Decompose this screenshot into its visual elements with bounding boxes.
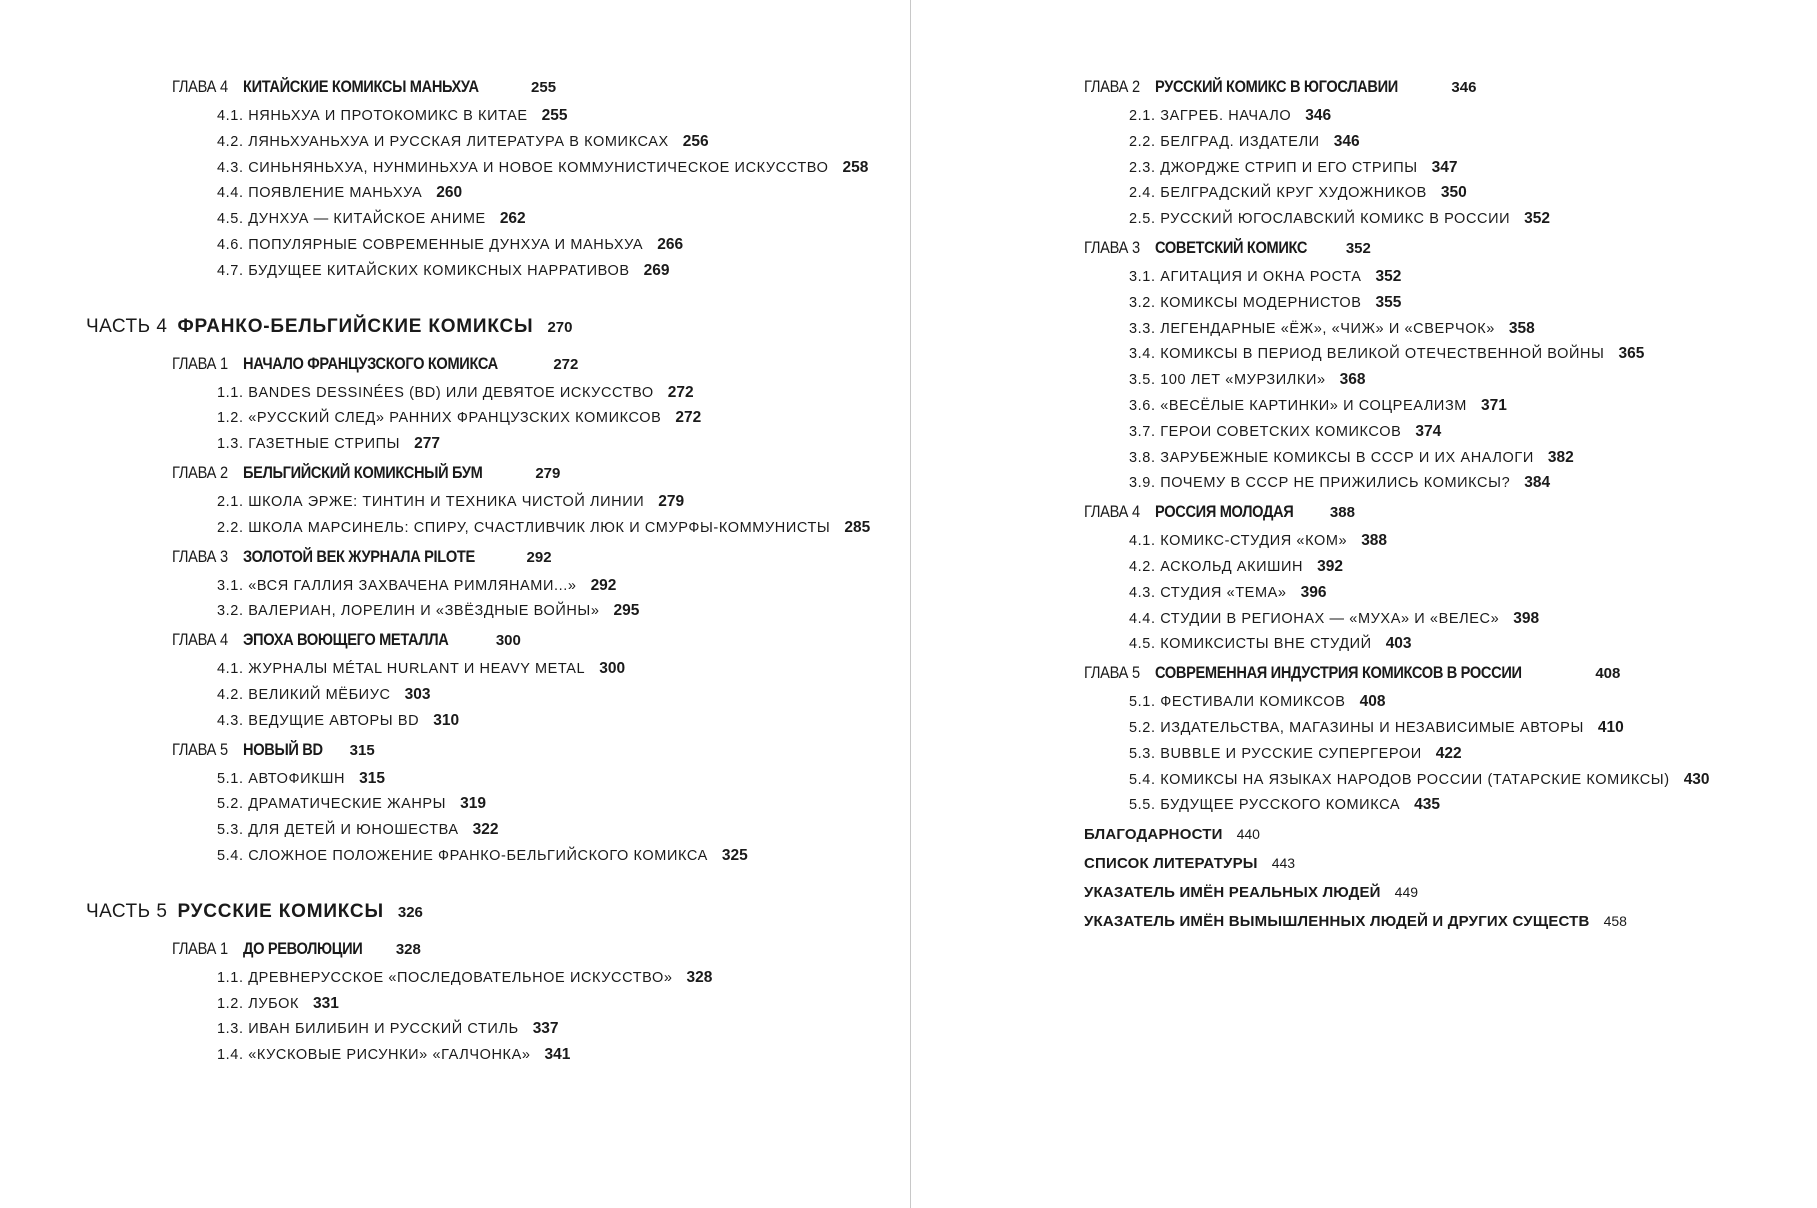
- chapter-page-number: 408: [1595, 665, 1621, 683]
- part-heading: [86, 884, 906, 938]
- entry-page-number: 374: [1415, 422, 1442, 440]
- part-title: РУССКИЕ КОМИКСЫ: [177, 900, 384, 922]
- entry-title: 3.6. «ВЕСЁЛЫЕ КАРТИНКИ» И СОЦРЕАЛИЗМ: [1129, 397, 1467, 414]
- entry-title: 4.2. ЛЯНЬХУАНЬХУА И РУССКАЯ ЛИТЕРАТУРА В КОМИКСАХ: [217, 133, 669, 150]
- entry-page-number: 346: [1333, 132, 1360, 150]
- entry-page-number: 328: [686, 968, 713, 986]
- entry-title: УКАЗАТЕЛЬ ИМЁН РЕАЛЬНЫХ ЛЮДЕЙ: [1084, 884, 1381, 902]
- entry-page-number: 341: [544, 1046, 571, 1064]
- part-title: ФРАНКО-БЕЛЬГИЙСКИЕ КОМИКСЫ: [177, 315, 534, 337]
- toc-entry: [1084, 424, 1804, 450]
- entry-page-number: 458: [1603, 913, 1627, 930]
- entry-page-number: 285: [844, 518, 871, 536]
- part-page-number: 270: [547, 318, 573, 336]
- entry-page-number: 272: [667, 383, 694, 401]
- chapter-title: СОВРЕМЕННАЯ ИНДУСТРИЯ КОМИКСОВ В РОССИИ: [1154, 663, 1522, 683]
- toc-entry: [1084, 450, 1804, 476]
- part-heading: [86, 299, 906, 353]
- entry-page-number: 435: [1414, 796, 1440, 814]
- entry-page-number: 266: [657, 235, 684, 253]
- chapter-page-number: 292: [526, 548, 552, 566]
- entry-page-number: 272: [675, 409, 702, 427]
- chapter-heading: [86, 355, 906, 385]
- chapter-title: НАЧАЛО ФРАНЦУЗСКОГО КОМИКСА: [242, 353, 498, 373]
- entry-page-number: 325: [721, 846, 748, 864]
- chapter-title: БЕЛЬГИЙСКИЙ КОМИКСНЫЙ БУМ: [242, 462, 483, 482]
- chapter-heading: [86, 464, 906, 494]
- entry-title: 3.4. КОМИКСЫ В ПЕРИОД ВЕЛИКОЙ ОТЕЧЕСТВЕННОЙ ВОЙНЫ: [1129, 346, 1605, 363]
- entry-title: 4.1. КОМИКС-СТУДИЯ «КОМ»: [1129, 533, 1348, 550]
- entry-title: 4.7. БУДУЩЕЕ КИТАЙСКИХ КОМИКСНЫХ НАРРАТИВОВ: [217, 262, 630, 279]
- book-gutter: [910, 0, 911, 1208]
- chapter-heading: [1084, 664, 1804, 694]
- toc-entry: [86, 713, 906, 739]
- chapter-page-number: 352: [1345, 239, 1371, 257]
- part-label: ЧАСТЬ 4: [86, 315, 168, 337]
- part-label: ЧАСТЬ 5: [86, 900, 168, 922]
- chapter-title: ЭПОХА ВОЮЩЕГО МЕТАЛЛА: [242, 630, 449, 650]
- back-matter-entry: [1084, 856, 1804, 885]
- entry-title: УКАЗАТЕЛЬ ИМЁН ВЫМЫШЛЕННЫХ ЛЮДЕЙ И ДРУГИХ СУЩЕСТВ: [1084, 913, 1590, 931]
- entry-title: 3.9. ПОЧЕМУ В СССР НЕ ПРИЖИЛИСЬ КОМИКСЫ?: [1129, 475, 1511, 492]
- entry-title: 4.2. ВЕЛИКИЙ МЁБИУС: [217, 686, 391, 703]
- entry-page-number: 396: [1300, 583, 1327, 601]
- entry-title: 5.2. ИЗДАТЕЛЬСТВА, МАГАЗИНЫ И НЕЗАВИСИМЫЕ АВТОРЫ: [1129, 719, 1584, 736]
- right-page: [912, 0, 1817, 1208]
- chapter-heading: [1084, 503, 1804, 533]
- entry-title: 1.1. BANDES DESSINÉES (BD) ИЛИ ДЕВЯТОЕ ИСКУССТВО: [217, 384, 654, 401]
- entry-title: 1.3. ГАЗЕТНЫЕ СТРИПЫ: [217, 436, 401, 453]
- chapter-title: РУССКИЙ КОМИКС В ЮГОСЛАВИИ: [1154, 77, 1398, 96]
- chapter-page-number: 300: [495, 632, 521, 650]
- entry-title: 3.3. ЛЕГЕНДАРНЫЕ «ЁЖ», «ЧИЖ» И «СВЕРЧОК»: [1129, 320, 1495, 337]
- toc-entry: [86, 1047, 906, 1073]
- entry-page-number: 303: [404, 685, 431, 703]
- toc-entry: [86, 771, 906, 797]
- entry-title: 1.1. ДРЕВНЕРУССКОЕ «ПОСЛЕДОВАТЕЛЬНОЕ ИСКУССТВО»: [217, 969, 673, 986]
- toc-right-column: [1084, 78, 1804, 943]
- toc-entry: [1084, 720, 1804, 746]
- chapter-heading: [86, 940, 906, 970]
- entry-title: 2.1. ЗАГРЕБ. НАЧАЛО: [1129, 108, 1292, 124]
- toc-entry: [1084, 797, 1804, 823]
- toc-entry: [86, 520, 906, 546]
- chapter-label: ГЛАВА 4: [172, 77, 228, 96]
- entry-page-number: 430: [1683, 770, 1710, 788]
- toc-entry: [86, 603, 906, 629]
- chapter-heading: [86, 741, 906, 771]
- entry-page-number: 368: [1339, 371, 1366, 389]
- entry-title: 2.1. ШКОЛА ЭРЖЕ: ТИНТИН И ТЕХНИКА ЧИСТОЙ ЛИНИИ: [217, 493, 645, 510]
- toc-entry: [1084, 160, 1804, 186]
- toc-entry: [1084, 694, 1804, 720]
- entry-title: 4.5. ДУНХУА — КИТАЙСКОЕ АНИМЕ: [217, 211, 486, 228]
- entry-title: 3.2. КОМИКСЫ МОДЕРНИСТОВ: [1129, 294, 1362, 311]
- entry-title: 1.2. «РУССКИЙ СЛЕД» РАННИХ ФРАНЦУЗСКИХ КОМИКСОВ: [217, 410, 662, 427]
- toc-entry: [86, 661, 906, 687]
- entry-title: 1.3. ИВАН БИЛИБИН И РУССКИЙ СТИЛЬ: [217, 1021, 519, 1038]
- entry-page-number: 310: [433, 711, 460, 729]
- toc-entry: [1084, 211, 1804, 237]
- entry-page-number: 269: [643, 261, 670, 279]
- chapter-label: ГЛАВА 2: [172, 462, 228, 482]
- toc-entry: [86, 108, 906, 134]
- chapter-label: ГЛАВА 1: [172, 353, 228, 373]
- entry-title: 5.1. АВТОФИКШН: [217, 770, 346, 787]
- entry-page-number: 315: [359, 769, 385, 787]
- entry-title: СПИСОК ЛИТЕРАТУРЫ: [1084, 855, 1258, 873]
- chapter-page-number: 315: [349, 741, 375, 759]
- entry-page-number: 346: [1305, 107, 1332, 124]
- entry-title: 3.1. «ВСЯ ГАЛЛИЯ ЗАХВАЧЕНА РИМЛЯНАМИ...»: [217, 577, 577, 594]
- toc-entry: [1084, 295, 1804, 321]
- entry-title: 1.2. ЛУБОК: [217, 995, 300, 1012]
- entry-page-number: 292: [590, 576, 617, 594]
- entry-page-number: 258: [842, 158, 869, 176]
- chapter-label: ГЛАВА 3: [172, 546, 228, 566]
- part-page-number: 326: [397, 903, 423, 921]
- chapter-page-number: 388: [1329, 504, 1355, 522]
- entry-page-number: 331: [313, 994, 339, 1012]
- entry-page-number: 279: [658, 492, 685, 510]
- chapter-title: КИТАЙСКИЕ КОМИКСЫ МАНЬХУА: [242, 77, 479, 96]
- entry-page-number: 256: [682, 132, 709, 150]
- entry-title: 4.1. ЖУРНАЛЫ MÉTAL HURLANT И HEAVY METAL: [217, 661, 586, 678]
- chapter-heading: [1084, 78, 1804, 108]
- entry-page-number: 398: [1513, 609, 1540, 627]
- entry-page-number: 388: [1361, 532, 1388, 550]
- entry-page-number: 408: [1359, 693, 1386, 711]
- entry-page-number: 382: [1547, 448, 1574, 466]
- entry-page-number: 350: [1440, 184, 1467, 202]
- entry-page-number: 384: [1524, 474, 1551, 492]
- chapter-heading: [86, 548, 906, 578]
- chapter-label: ГЛАВА 2: [1084, 77, 1140, 96]
- chapter-label: ГЛАВА 1: [172, 938, 228, 958]
- entry-title: 4.3. СТУДИЯ «ТЕМА»: [1129, 584, 1287, 601]
- toc-entry: [1084, 746, 1804, 772]
- toc-left-column: [86, 78, 906, 1073]
- toc-entry: [86, 822, 906, 848]
- toc-entry: [86, 796, 906, 822]
- entry-page-number: 255: [541, 107, 568, 124]
- toc-entry: [86, 134, 906, 160]
- entry-page-number: 260: [436, 184, 463, 202]
- toc-entry: [1084, 108, 1804, 134]
- entry-page-number: 300: [599, 660, 626, 678]
- toc-entry: [1084, 185, 1804, 211]
- entry-title: 4.1. НЯНЬХУА И ПРОТОКОМИКС В КИТАЕ: [217, 108, 528, 124]
- back-matter-entry: [1084, 914, 1804, 943]
- back-matter-entry: [1084, 827, 1804, 856]
- chapter-label: ГЛАВА 5: [172, 739, 228, 759]
- entry-page-number: 410: [1597, 718, 1624, 736]
- entry-title: 2.2. БЕЛГРАД. ИЗДАТЕЛИ: [1129, 133, 1320, 150]
- toc-entry: [86, 687, 906, 713]
- chapter-page-number: 279: [535, 464, 561, 482]
- entry-title: 4.4. ПОЯВЛЕНИЕ МАНЬХУА: [217, 185, 423, 202]
- entry-title: 4.2. АСКОЛЬД АКИШИН: [1129, 558, 1304, 575]
- chapter-title: НОВЫЙ BD: [242, 739, 323, 759]
- chapter-page-number: 346: [1451, 79, 1477, 96]
- toc-entry: [1084, 321, 1804, 347]
- entry-page-number: 355: [1375, 293, 1402, 311]
- entry-title: 5.2. ДРАМАТИЧЕСКИЕ ЖАНРЫ: [217, 796, 447, 813]
- entry-title: 4.5. КОМИКСИСТЫ ВНЕ СТУДИЙ: [1129, 636, 1372, 653]
- entry-title: 4.6. ПОПУЛЯРНЫЕ СОВРЕМЕННЫЕ ДУНХУА И МАНЬХУА: [217, 236, 644, 253]
- entry-title: 5.4. КОМИКСЫ НА ЯЗЫКАХ НАРОДОВ РОССИИ (ТАТАРСКИЕ КОМИКСЫ): [1129, 771, 1670, 788]
- entry-page-number: 337: [532, 1020, 559, 1038]
- entry-page-number: 449: [1394, 884, 1419, 901]
- entry-page-number: 365: [1618, 345, 1645, 363]
- entry-page-number: 371: [1481, 396, 1507, 414]
- chapter-label: ГЛАВА 4: [1084, 502, 1140, 522]
- toc-entry: [86, 970, 906, 996]
- entry-title: 3.8. ЗАРУБЕЖНЫЕ КОМИКСЫ В СССР И ИХ АНАЛОГИ: [1129, 449, 1534, 466]
- entry-title: 3.7. ГЕРОИ СОВЕТСКИХ КОМИКСОВ: [1129, 423, 1402, 440]
- entry-title: 2.4. БЕЛГРАДСКИЙ КРУГ ХУДОЖНИКОВ: [1129, 185, 1427, 202]
- entry-page-number: 403: [1385, 635, 1412, 653]
- toc-entry: [86, 185, 906, 211]
- entry-title: 5.5. БУДУЩЕЕ РУССКОГО КОМИКСА: [1129, 797, 1401, 814]
- entry-title: 2.5. РУССКИЙ ЮГОСЛАВСКИЙ КОМИКС В РОССИИ: [1129, 211, 1511, 228]
- entry-title: 5.4. СЛОЖНОЕ ПОЛОЖЕНИЕ ФРАНКО-БЕЛЬГИЙСКОГО КОМИКСА: [217, 847, 708, 864]
- entry-page-number: 277: [414, 435, 440, 453]
- toc-entry: [86, 494, 906, 520]
- entry-title: 5.3. BUBBLE И РУССКИЕ СУПЕРГЕРОИ: [1129, 745, 1422, 762]
- chapter-heading: [1084, 239, 1804, 269]
- entry-page-number: 440: [1236, 826, 1260, 843]
- toc-entry: [86, 436, 906, 462]
- back-matter-entry: [1084, 885, 1804, 914]
- entry-page-number: 392: [1317, 557, 1343, 575]
- toc-entry: [86, 160, 906, 186]
- chapter-title: ЗОЛОТОЙ ВЕК ЖУРНАЛА PILOTE: [242, 546, 475, 566]
- entry-page-number: 295: [613, 602, 640, 620]
- toc-entry: [1084, 398, 1804, 424]
- toc-entry: [86, 237, 906, 263]
- toc-entry: [86, 1021, 906, 1047]
- toc-entry: [1084, 475, 1804, 501]
- toc-entry: [86, 848, 906, 874]
- entry-page-number: 262: [499, 210, 526, 228]
- toc-entry: [86, 996, 906, 1022]
- toc-entry: [1084, 636, 1804, 662]
- entry-title: 2.2. ШКОЛА МАРСИНЕЛЬ: СПИРУ, СЧАСТЛИВЧИК ЛЮК И СМУРФЫ-КОММУНИСТЫ: [217, 519, 831, 536]
- toc-entry: [1084, 772, 1804, 798]
- toc-entry: [86, 385, 906, 411]
- toc-entry: [1084, 611, 1804, 637]
- entry-title: 3.5. 100 ЛЕТ «МУРЗИЛКИ»: [1129, 372, 1326, 389]
- chapter-heading: [86, 78, 906, 108]
- entry-title: 4.3. СИНЬНЯНЬХУА, НУНМИНЬХУА И НОВОЕ КОММУНИСТИЧЕСКОЕ ИСКУССТВО: [217, 159, 829, 176]
- toc-entry: [86, 263, 906, 289]
- chapter-label: ГЛАВА 4: [172, 630, 228, 650]
- entry-title: 1.4. «КУСКОВЫЕ РИСУНКИ» «ГАЛЧОНКА»: [217, 1047, 531, 1064]
- toc-entry: [86, 211, 906, 237]
- entry-title: 5.1. ФЕСТИВАЛИ КОМИКСОВ: [1129, 694, 1346, 711]
- chapter-page-number: 255: [531, 79, 557, 96]
- entry-title: 3.1. АГИТАЦИЯ И ОКНА РОСТА: [1129, 268, 1362, 285]
- chapter-title: РОССИЯ МОЛОДАЯ: [1154, 502, 1294, 522]
- toc-entry: [1084, 372, 1804, 398]
- entry-page-number: 352: [1524, 210, 1551, 228]
- chapter-page-number: 272: [553, 355, 579, 373]
- chapter-label: ГЛАВА 3: [1084, 237, 1140, 257]
- toc-entry: [86, 410, 906, 436]
- entry-page-number: 347: [1431, 158, 1458, 176]
- chapter-title: ДО РЕВОЛЮЦИИ: [242, 938, 363, 958]
- toc-entry: [1084, 533, 1804, 559]
- entry-page-number: 352: [1375, 267, 1402, 285]
- entry-title: 2.3. ДЖОРДЖЕ СТРИП И ЕГО СТРИПЫ: [1129, 159, 1418, 176]
- chapter-heading: [86, 631, 906, 661]
- entry-page-number: 422: [1435, 744, 1462, 762]
- entry-page-number: 358: [1508, 319, 1535, 337]
- toc-entry: [1084, 134, 1804, 160]
- entry-title: 3.2. ВАЛЕРИАН, ЛОРЕЛИН И «ЗВЁЗДНЫЕ ВОЙНЫ»: [217, 603, 600, 620]
- entry-page-number: 443: [1271, 855, 1296, 872]
- entry-title: 5.3. ДЛЯ ДЕТЕЙ И ЮНОШЕСТВА: [217, 822, 459, 839]
- entry-page-number: 319: [460, 795, 486, 813]
- entry-page-number: 322: [472, 821, 499, 839]
- toc-entry: [1084, 269, 1804, 295]
- chapter-title: СОВЕТСКИЙ КОМИКС: [1154, 237, 1308, 257]
- toc-entry: [1084, 585, 1804, 611]
- toc-entry: [86, 578, 906, 604]
- toc-entry: [1084, 346, 1804, 372]
- toc-entry: [1084, 559, 1804, 585]
- entry-title: 4.4. СТУДИИ В РЕГИОНАХ — «МУХА» И «ВЕЛЕС»: [1129, 610, 1500, 627]
- entry-title: 4.3. ВЕДУЩИЕ АВТОРЫ BD: [217, 712, 420, 729]
- chapter-label: ГЛАВА 5: [1084, 663, 1140, 683]
- entry-title: БЛАГОДАРНОСТИ: [1084, 826, 1223, 844]
- chapter-page-number: 328: [395, 940, 421, 958]
